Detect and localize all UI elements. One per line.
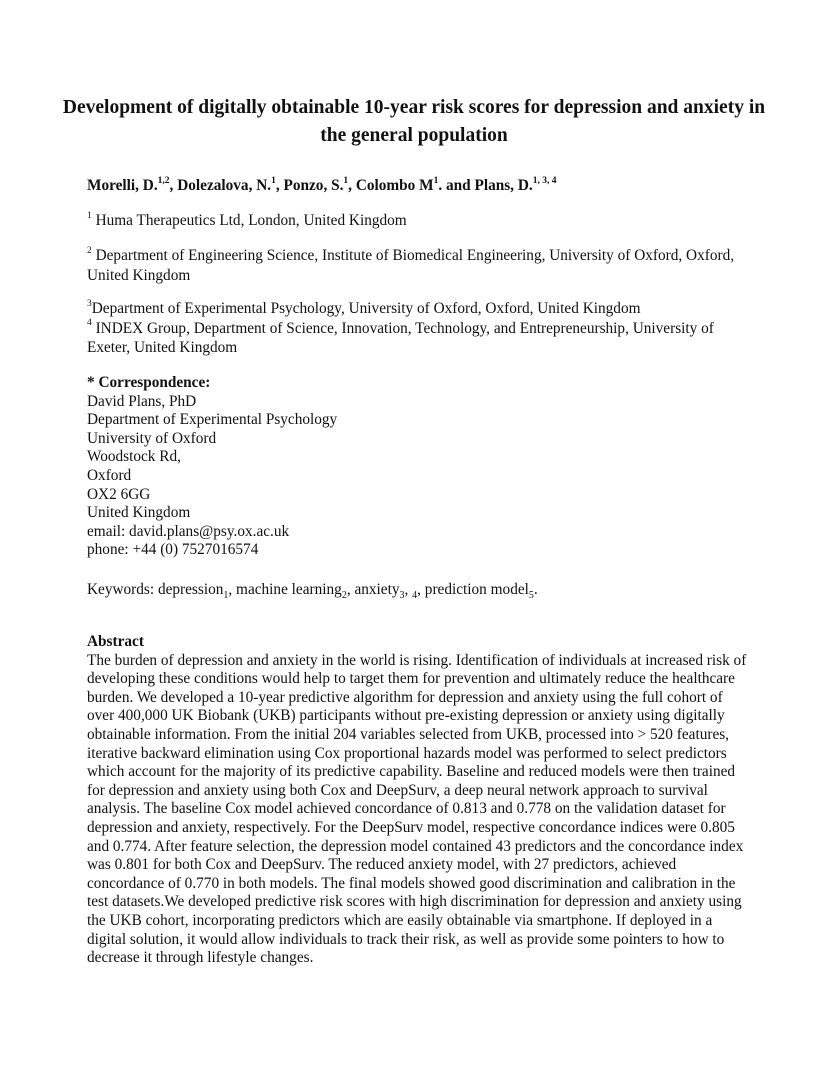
abstract-section xyxy=(87,633,749,968)
keyword-item: prediction model xyxy=(420,581,529,598)
affiliation-1 xyxy=(87,211,747,231)
author-name: Morelli, D. xyxy=(87,177,158,194)
correspondence-city: Oxford xyxy=(87,466,132,484)
author-list xyxy=(87,176,787,196)
affiliation-number: 4 xyxy=(87,318,92,329)
keyword-punct: , xyxy=(417,581,421,598)
affiliation-text: INDEX Group, Department of Science, Innovation, Technology, and Entrepreneurship, University of Exeter, United Kingdom xyxy=(87,319,714,356)
keyword-punct: . xyxy=(533,581,538,598)
keyword-punct: , xyxy=(404,581,409,598)
keyword-punct: , xyxy=(346,581,351,598)
author-separator: , xyxy=(348,177,356,194)
abstract-body: The burden of depression and anxiety in the world is rising. Identification of individuals at increased risk of developing these conditions would help to target them for prevention and ultimately reduce the healthcare burden. We developed a 10-year predictive algorithm for depression and anxiety using the full cohort of over 400,000 UK Biobank (UKB) participants without pre-existing depression or anxiety using digitally obtainable information. From the initial 204 variables selected from UKB, processed into > 520 features, iterative backward elimination using Cox proportional hazards model was performed to select predictors which account for the majority of its predictive capability. Baseline and reduced models were then trained for depression and anxiety using both Cox and DeepSurv, a deep neural network approach to survival analysis. The baseline Cox model achieved concordance of 0.813 and 0.778 on the validation dataset for depression and anxiety, respectively. For the DeepSurv model, respective concordance indices were 0.805 and 0.774. After feature selection, the depression model contained 43 predictors and the concordance index was 0.801 for both Cox and DeepSurv. The reduced anxiety model, with 27 predictors, achieved concordance of 0.770 in both models. The final models showed good discrimination and calibration in the test datasets.We developed predictive risk scores with high discrimination for depression and anxiety using the UKB cohort, incorporating predictors which are easily obtainable via smartphone. If deployed in a digital solution, it would allow individuals to track their risk, as well as provide some pointers to how to decrease it through lifestyle changes. xyxy=(87,651,747,967)
correspondence-phone: phone: +44 (0) 7527016574 xyxy=(87,541,259,559)
abstract-heading: Abstract xyxy=(87,633,144,650)
keyword-index: 3 xyxy=(399,590,405,602)
affiliation-text: Department of Engineering Science, Institute of Biomedical Engineering, University of Oxford, Oxford, United Kingdom xyxy=(87,247,735,284)
author-name: Dolezalova, N. xyxy=(177,177,272,194)
author-separator: , xyxy=(169,177,178,194)
keywords-label: Keywords: xyxy=(87,581,155,598)
affiliation-3-4 xyxy=(87,299,747,358)
correspondence-block xyxy=(87,374,587,560)
keyword-index: 1 xyxy=(223,590,229,602)
keyword-index: 2 xyxy=(341,590,347,602)
keyword-item: machine learning xyxy=(232,581,342,598)
author-affiliation-marker: 1, 3, 4 xyxy=(532,175,557,186)
affiliation-3 xyxy=(87,299,747,319)
keyword-item: anxiety xyxy=(350,581,400,598)
correspondence-department: Department of Experimental Psychology xyxy=(87,411,338,429)
correspondence-name: David Plans, PhD xyxy=(87,392,197,410)
keyword-index: 5 xyxy=(528,590,534,602)
author-separator: . and xyxy=(438,177,475,194)
author-name: Colombo M xyxy=(355,177,434,194)
affiliation-number: 2 xyxy=(87,245,92,256)
author-affiliation-marker: 1 xyxy=(343,175,349,186)
affiliation-4 xyxy=(87,319,747,358)
affiliation-text: Department of Experimental Psychology, University of Oxford, Oxford, United Kingdom xyxy=(91,300,641,317)
author-name: Ponzo, S. xyxy=(283,177,344,194)
correspondence-heading: * Correspondence: xyxy=(87,374,211,391)
correspondence-country: United Kingdom xyxy=(87,504,191,522)
paper-title: Development of digitally obtainable 10-year risk scores for depression and anxiety in the general population xyxy=(62,97,766,146)
author-affiliation-marker: 1 xyxy=(271,175,276,186)
correspondence-postcode: OX2 6GG xyxy=(87,485,151,503)
keywords-line xyxy=(87,580,747,602)
affiliation-number: 3 xyxy=(87,298,92,309)
author-name: Plans, D. xyxy=(474,177,533,194)
keyword-item: depression xyxy=(154,581,224,598)
correspondence-email: email: david.plans@psy.ox.ac.uk xyxy=(87,522,290,540)
author-separator: , xyxy=(275,177,284,194)
keyword-punct: , xyxy=(228,581,233,598)
correspondence-street: Woodstock Rd, xyxy=(87,448,181,466)
keyword-index: 4 xyxy=(412,590,418,602)
author-affiliation-marker: 1 xyxy=(433,175,439,186)
affiliation-number: 1 xyxy=(87,210,92,221)
author-affiliation-marker: 1,2 xyxy=(157,175,170,186)
affiliation-text: Huma Therapeutics Ltd, London, United Kingdom xyxy=(95,212,407,229)
affiliation-2 xyxy=(87,246,747,285)
correspondence-university: University of Oxford xyxy=(87,429,217,447)
